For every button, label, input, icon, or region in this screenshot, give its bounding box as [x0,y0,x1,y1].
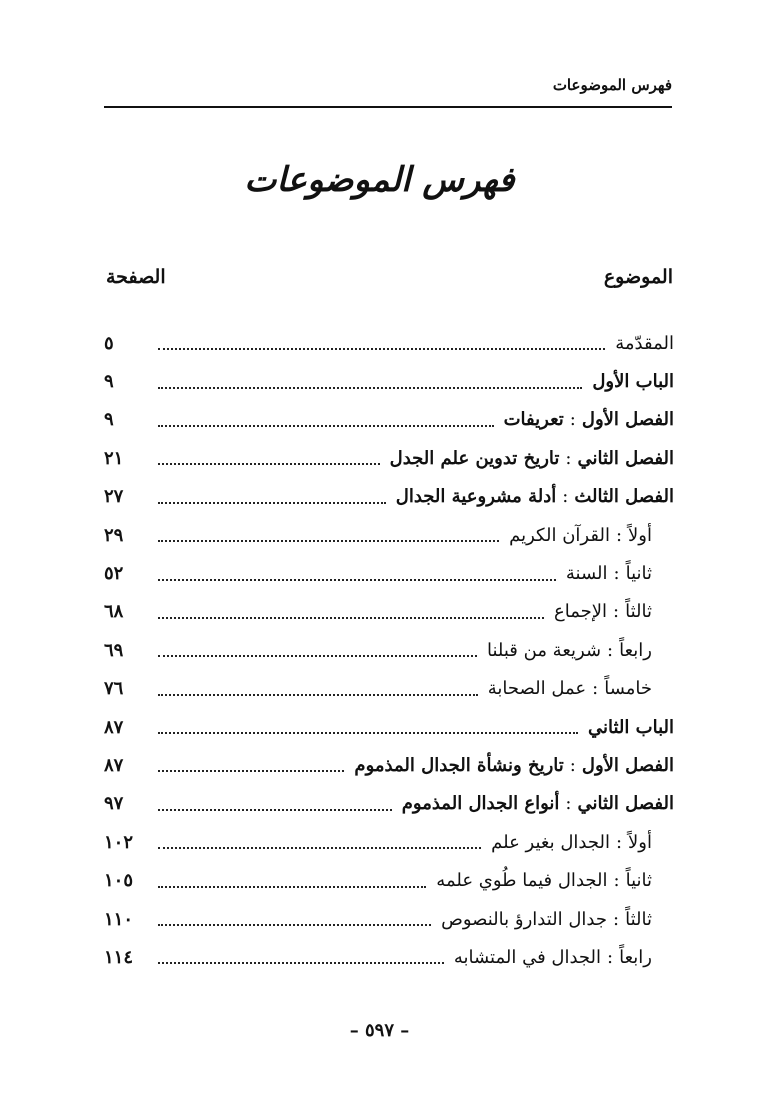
toc-entry-title: أنواع الجدال المذموم [401,793,560,815]
toc-entry-separator: : [562,486,569,508]
toc-entry [104,785,674,823]
toc-entry-page: ٩ [104,409,114,431]
toc-entry-page: ١٠٥ [104,870,134,892]
toc-entry-separator: : [607,639,614,661]
toc-entry-separator: : [613,870,620,892]
dot-leader [158,809,392,811]
dot-leader [158,847,481,849]
toc-entry-text [441,909,674,930]
toc-entry-separator: : [613,908,620,930]
toc-entry-prefix: أولاً [628,524,652,546]
toc-entry-title: الباب الثاني [587,716,674,738]
toc-entry-title: الإجماع [553,601,608,623]
dot-leader [158,655,477,657]
toc-entry-page: ٢١ [104,447,124,469]
toc-entry-page: ٦٩ [104,639,124,661]
toc-entry-prefix: أولاً [628,831,652,853]
toc-entry-prefix: ثانياً [625,563,652,585]
page-number: – ٥٩٧ – [349,1020,410,1041]
toc-entry-title: تاريخ ونشأة الجدال المذموم [354,754,564,776]
toc-entry-text [488,678,674,699]
toc-entry-prefix: الفصل الأول [581,754,674,776]
toc-entry-prefix: الفصل الأول [581,409,674,431]
toc-entry-text [566,563,674,584]
dot-leader [158,732,578,734]
dot-leader [158,463,380,465]
dot-leader [158,579,556,581]
topic-column-heading: الموضوع [603,266,673,288]
toc-entry-separator: : [565,793,572,815]
running-header: فهرس الموضوعات [552,76,672,94]
toc-entry [104,708,674,746]
dot-leader [158,886,426,888]
toc-entry-title: شريعة من قبلنا [486,639,602,661]
dot-leader [158,924,431,926]
toc-entry-prefix: ثالثاً [625,908,652,930]
toc-entry-title: الباب الأول [592,371,674,393]
toc-entry-prefix: الفصل الثاني [577,447,674,469]
toc-entry-page: ٢٧ [104,486,124,508]
toc-entry-separator: : [615,524,623,546]
toc-entry-prefix: رابعاً [619,639,652,661]
dot-leader [158,540,499,542]
toc-entry-text [504,409,674,430]
toc-entry-page: ٧٦ [104,678,124,700]
toc-entry-title: أدلة مشروعية الجدال [395,486,557,508]
toc-entry [104,362,674,400]
toc-entry-title: عمل الصحابة [487,678,587,700]
toc-entry-text [390,448,674,469]
toc-entry-prefix: ثالثاً [625,601,652,623]
toc-entry-title: السنة [565,563,608,585]
dot-leader [158,617,544,619]
toc-entry-page: ٨٧ [104,754,124,776]
toc-entry-title: تعريفات [503,409,564,431]
toc-entry [104,631,674,669]
toc-entry [104,554,674,592]
toc-entry-title: الجدال فيما طُوي علمه [436,870,608,892]
toc-entry-prefix: الفصل الثالث [574,486,674,508]
toc-entry [104,670,674,708]
page-title: فهرس الموضوعات [244,160,515,200]
toc-entry-title: تاريخ تدوين علم الجدل [389,447,560,469]
toc-entry-text [509,525,674,546]
toc-entry-text [436,870,674,891]
toc-entry-page: ٨٧ [104,716,124,738]
toc-entry [104,593,674,631]
toc-entry [104,439,674,477]
toc-entry-text [615,333,674,354]
toc-entry-page: ١٠٢ [104,831,134,853]
toc-entry-text [554,601,674,622]
toc-entry-prefix: خامساً [604,678,652,700]
toc-entry-separator: : [565,447,572,469]
toc-entry [104,938,674,976]
toc-entry-title: جدال التدارؤ بالنصوص [441,908,608,930]
toc-entry-text [487,640,674,661]
toc-entry-text [491,832,674,853]
toc-entry [104,324,674,362]
page-column-heading: الصفحة [106,266,166,288]
dot-leader [158,502,386,504]
dot-leader [158,425,494,427]
toc-entry-prefix: ثانياً [625,870,652,892]
toc-entry-page: ٩٧ [104,793,124,815]
toc-entry-text [396,486,674,507]
toc-entry-separator: : [613,563,620,585]
toc-entry [104,900,674,938]
toc-entry-separator: : [613,601,620,623]
toc-entry-title: الجدال بغير علم [491,831,610,853]
dot-leader [158,962,444,964]
dot-leader [158,694,478,696]
toc-entry-page: ٥٢ [104,563,124,585]
toc-entry-page: ٢٩ [104,524,124,546]
toc-entry-separator: : [615,831,623,853]
toc-entry [104,401,674,439]
header-rule [104,106,672,108]
toc-entry [104,746,674,784]
toc-list [104,324,674,977]
toc-entry-page: ٩ [104,371,114,393]
toc-entry-title: الجدال في المتشابه [453,946,602,968]
toc-entry-text [454,947,674,968]
toc-entry-separator: : [607,946,614,968]
toc-entry-page: ٦٨ [104,601,124,623]
toc-entry-prefix: رابعاً [619,946,652,968]
toc-entry-title: القرآن الكريم [509,524,610,546]
toc-entry [104,861,674,899]
toc-entry-title: المقدّمة [615,332,674,354]
dot-leader [158,387,582,389]
toc-entry-page: ١١٤ [104,946,134,968]
toc-entry-page: ١١٠ [104,908,134,930]
toc-entry-page: ٥ [104,332,114,354]
toc-entry-text [402,793,674,814]
dot-leader [158,348,605,350]
toc-entry-text [588,717,674,738]
toc-entry-separator: : [592,678,599,700]
toc-entry [104,516,674,554]
toc-entry-separator: : [569,409,576,431]
toc-entry [104,478,674,516]
toc-entry-separator: : [569,754,576,776]
dot-leader [158,770,344,772]
toc-entry-text [592,371,674,392]
toc-entry [104,823,674,861]
toc-entry-prefix: الفصل الثاني [577,793,674,815]
toc-entry-text [354,755,674,776]
